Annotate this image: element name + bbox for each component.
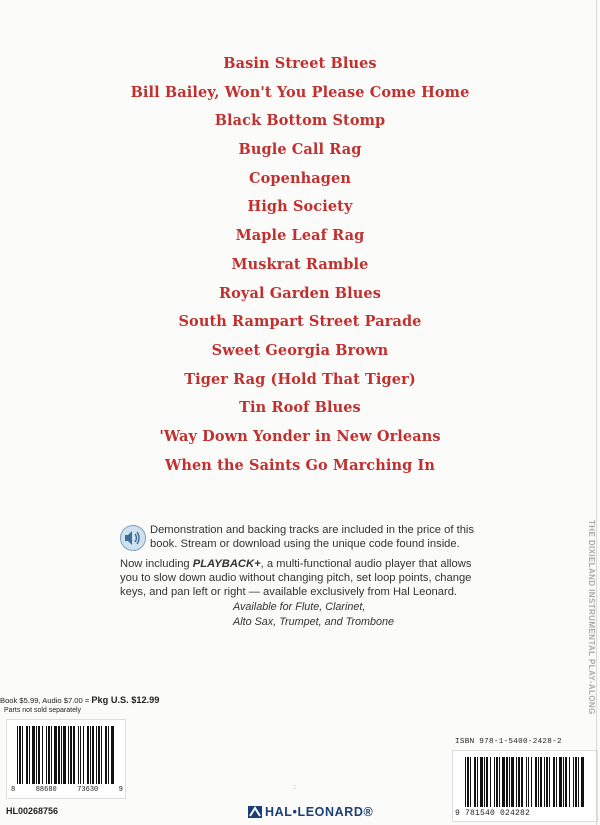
song-title: Maple Leaf Rag (235, 227, 365, 245)
barcode-bar (540, 757, 542, 807)
hal-leonard-logo (248, 805, 373, 819)
barcode-bar (559, 757, 562, 807)
barcode-bar (42, 726, 43, 784)
barcode-bar (528, 757, 529, 807)
barcode-bar (73, 726, 75, 784)
barcode-bar (565, 757, 567, 807)
barcode-bar (70, 726, 72, 784)
playback-text (120, 557, 490, 599)
barcode-bar (61, 726, 62, 784)
song-title: When the Saints Go Marching In (164, 456, 436, 474)
isbn-label: ISBN 978-1-5400-2428-2 (455, 738, 562, 746)
barcode-bar (29, 726, 30, 784)
barcode-bar (92, 726, 94, 784)
barcode-bar (58, 726, 60, 784)
song-title: Sweet Georgia Brown (211, 341, 389, 359)
barcode-bar (486, 757, 488, 807)
logo-mark-icon (248, 806, 262, 818)
upc-digit: 73630 (77, 786, 99, 794)
barcode-bar (78, 726, 79, 784)
demo-text: Demonstration and backing tracks are included in the price of this book. Stream or download using the unique code found inside. (150, 524, 474, 550)
barcode-bar (467, 757, 469, 807)
barcode-bar (470, 757, 471, 807)
barcode-bar (96, 726, 97, 784)
barcode-bar (506, 757, 508, 807)
barcode-bar (90, 726, 91, 784)
barcode-bar (569, 757, 570, 807)
barcode-bar (480, 757, 483, 807)
package-price: Pkg U.S. $12.99 (91, 695, 160, 705)
barcode-bar (518, 757, 520, 807)
barcode-bar (553, 757, 555, 807)
barcode-bar (494, 757, 495, 807)
speaker-icon (120, 525, 146, 551)
barcode-bar (521, 757, 523, 807)
playback-prefix: Now including (120, 558, 193, 570)
upc-digit: 88680 (35, 786, 57, 794)
barcode-bar (51, 726, 52, 784)
upc-bars (17, 726, 115, 784)
barcode-bar (80, 726, 81, 784)
barcode-bar (108, 726, 109, 784)
upc-digit: 8 (11, 786, 16, 794)
book-audio-price: Book $5.99, Audio $7.00 = (0, 696, 92, 705)
barcode-bar (22, 726, 23, 784)
price-info (0, 695, 160, 716)
barcode-bar (509, 757, 510, 807)
barcode-bar (101, 726, 102, 784)
song-title: 'Way Down Yonder in New Orleans (159, 427, 441, 445)
isbn-barcode (452, 750, 598, 822)
barcode-bar (538, 757, 539, 807)
song-title: Royal Garden Blues (219, 284, 381, 302)
barcode-bar (36, 726, 37, 784)
barcode-bar (17, 726, 18, 784)
barcode-bar (465, 757, 466, 807)
isbn-number: 9 781540 024282 (455, 809, 531, 818)
barcode-bar (63, 726, 66, 784)
availability-line: Available for Flute, Clarinet, (233, 601, 366, 613)
availability-line: Alto Sax, Trumpet, and Trombone (233, 615, 395, 628)
barcode-bar (98, 726, 100, 784)
spine-text: THE DIXIELAND INSTRUMENTAL PLAY-ALONG (587, 520, 596, 715)
publisher-name: HAL•LEONARD® (265, 805, 374, 819)
barcode-bar (516, 757, 517, 807)
barcode-bar (499, 757, 500, 807)
song-title: Tin Roof Blues (239, 399, 361, 417)
barcode-bar (83, 726, 84, 784)
barcode-bar (32, 726, 35, 784)
spine-title (584, 520, 598, 740)
playback-description: , a multi-functional audio player that allows you to slow down audio without changing pitch, set loop points, change keys, and pan left or right — available exclusively from Hal Leonard. (120, 558, 472, 598)
hl-code: HL00268756 (6, 806, 59, 816)
barcode-bar (54, 726, 57, 784)
barcode-bar (535, 757, 537, 807)
song-title: High Society (247, 198, 353, 216)
barcode-bar (578, 757, 579, 807)
barcode-bar (48, 726, 50, 784)
barcode-bar (496, 757, 498, 807)
barcode-bar (531, 757, 532, 807)
barcode-bar (26, 726, 28, 784)
barcode-bar (474, 757, 476, 807)
barcode-bar (502, 757, 505, 807)
barcode-bar (111, 726, 114, 784)
playback-name: PLAYBACK+ (192, 558, 261, 570)
barcode-bar (38, 726, 40, 784)
barcode-bar (563, 757, 564, 807)
barcode-bar (581, 757, 584, 807)
center-mark: :: (293, 785, 297, 791)
price-line (0, 695, 160, 706)
song-title: Black Bottom Stomp (214, 112, 386, 130)
parts-note: Parts not sold separately (4, 707, 82, 714)
barcode-bar (526, 757, 527, 807)
availability-note (233, 600, 413, 629)
barcode-bar (546, 757, 548, 807)
audio-info (120, 523, 490, 599)
song-title: Basin Street Blues (223, 55, 377, 72)
barcode-bar (575, 757, 577, 807)
upc-digits (11, 786, 123, 794)
barcode-bar (87, 726, 89, 784)
song-title: Tiger Rag (Hold That Tiger) (184, 370, 416, 388)
barcode-bar (68, 726, 69, 784)
song-title: Muskrat Ramble (231, 255, 369, 273)
barcode-bar (511, 757, 514, 807)
upc-barcode (6, 719, 126, 799)
song-title: South Rampart Street Parade (178, 313, 422, 331)
song-title: Bill Bailey, Won't You Please Come Home (130, 83, 470, 101)
barcode-bar (544, 757, 545, 807)
barcode-bar (573, 757, 574, 807)
song-list (0, 50, 600, 480)
barcode-bar (484, 757, 485, 807)
isbn-bars (465, 757, 585, 807)
song-title: Copenhagen (249, 169, 351, 187)
song-title: Bugle Call Rag (238, 141, 362, 159)
barcode-bar (46, 726, 47, 784)
barcode-bar (477, 757, 478, 807)
barcode-bar (556, 757, 557, 807)
barcode-bar (549, 757, 550, 807)
barcode-bar (105, 726, 107, 784)
barcode-bar (19, 726, 21, 784)
upc-digit: 9 (118, 786, 123, 794)
barcode-bar (490, 757, 491, 807)
